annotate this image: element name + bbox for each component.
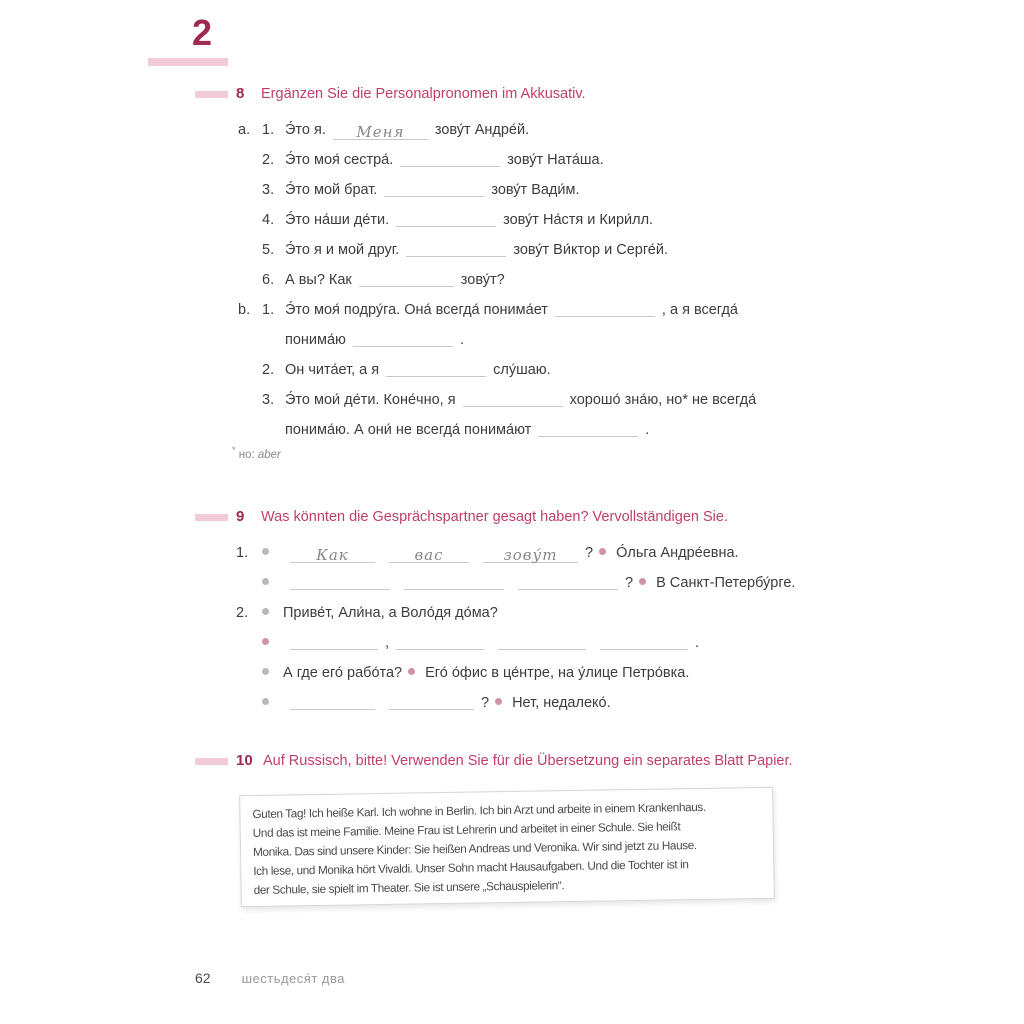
fill-in-blank <box>600 649 688 650</box>
footnote-text: но: <box>238 448 255 461</box>
speaker-bullet-pink <box>408 668 415 675</box>
speaker-bullet-pink <box>262 638 269 645</box>
exercise-item <box>238 265 756 295</box>
item-number: 3. <box>262 182 275 198</box>
fill-in-blank <box>290 649 378 650</box>
fill-in-blank <box>498 649 586 650</box>
speaker-bullet-pink <box>639 578 646 585</box>
speaker-bullet-gray <box>262 698 269 705</box>
speaker-bullet-pink <box>495 698 502 705</box>
fill-in-blank <box>384 196 484 197</box>
dialog-line <box>236 568 795 598</box>
fill-in-blank <box>290 589 390 590</box>
fill-in-blank <box>353 346 453 347</box>
exercise-item <box>238 145 756 175</box>
handwritten-answer: вас <box>414 546 444 564</box>
dialog-answer: Его́ о́фис в це́нтре, на у́лице Петро́вка. <box>425 665 690 681</box>
fill-in-blank <box>389 546 469 563</box>
exercise-title: Auf Russisch, bitte! Verwenden Sie für die Übersetzung ein separates Blatt Papier. <box>263 753 793 769</box>
item-text: . <box>459 332 464 348</box>
section-label: b. <box>238 302 251 318</box>
exercise-marker-bar <box>195 758 228 765</box>
item-number: 3. <box>262 392 275 408</box>
exercise-9-dialog <box>236 538 795 718</box>
speaker-bullet-gray <box>262 548 269 555</box>
item-text: Он чита́ет, а я <box>285 362 380 378</box>
item-number: 5. <box>262 242 275 258</box>
item-text: Э́то я. <box>285 122 326 138</box>
fill-in-blank <box>518 589 618 590</box>
item-text: Э́то мой брат. <box>285 182 378 198</box>
item-text: понима́ю. А они́ не всегда́ понима́ют <box>285 422 532 438</box>
item-text: зову́т Вади́м. <box>491 182 580 198</box>
text-line: Monika. Das sind unsere Kinder: Sie heißen Andreas und Veronika. Wir sind jetzt zu Hause. <box>252 838 697 859</box>
punctuation: , <box>385 635 390 651</box>
item-number: 2. <box>236 605 249 621</box>
item-text: зову́т Андре́й. <box>434 122 530 138</box>
punctuation: ? <box>585 545 594 561</box>
exercise-item-continuation <box>238 325 756 355</box>
item-number: 1. <box>262 122 275 138</box>
item-text: Э́то моя́ подру́га. Она́ всегда́ понима́ет <box>285 302 548 318</box>
item-text: зову́т Ви́ктор и Серге́й. <box>513 242 668 258</box>
item-text: Э́то моя́ сестра́. <box>285 152 394 168</box>
dialog-answer: В Санкт-Петербу́рге. <box>656 575 796 591</box>
fill-in-blank <box>359 286 454 287</box>
text-line: Ich lese, und Monika hört Vivaldi. Unser Sohn macht Hausaufgaben. Und die Tochter ist in <box>253 857 689 878</box>
fill-in-blank <box>406 256 506 257</box>
item-text: А вы? Как <box>285 272 352 288</box>
exercise-title: Was könnten die Gesprächspartner gesagt haben? Vervollständigen Sie. <box>261 509 728 525</box>
page-number: 62 <box>195 970 211 986</box>
fill-in-blank <box>555 316 655 317</box>
item-text: понима́ю <box>285 332 346 348</box>
chapter-number: 2 <box>192 12 213 53</box>
dialog-line <box>236 598 795 628</box>
dialog-answer: Нет, недалеко́. <box>512 695 611 711</box>
dialog-line <box>236 658 795 688</box>
speaker-bullet-gray <box>262 608 269 615</box>
item-text: , а я всегда́ <box>661 302 738 318</box>
handwritten-answer: Как <box>316 546 349 564</box>
exercise-marker-bar <box>195 514 228 521</box>
dialog-question: А где его́ рабо́та? <box>283 665 403 681</box>
text-line: Und das ist meine Familie. Meine Frau ist Lehrerin und arbeitet in einer Schule. Sie heißt <box>252 819 681 840</box>
item-number: 1. <box>262 302 275 318</box>
fill-in-blank <box>404 589 504 590</box>
exercise-item <box>238 115 756 145</box>
item-text: хорошо́ зна́ю, но* не всегда́ <box>569 392 757 408</box>
item-number: 2. <box>262 362 275 378</box>
exercise-number: 9 <box>236 508 245 525</box>
footnote-marker: * <box>232 445 236 455</box>
chapter-divider-bar <box>148 58 228 66</box>
handwritten-answer: зову́т <box>503 546 558 564</box>
exercise-title: Ergänzen Sie die Personalpronomen im Akkusativ. <box>261 86 586 102</box>
exercise-item <box>238 175 756 205</box>
speaker-bullet-gray <box>262 578 269 585</box>
item-text: зову́т На́стя и Кири́лл. <box>503 212 654 228</box>
footnote-translation: aber <box>257 448 281 461</box>
item-text: Э́то на́ши де́ти. <box>285 212 390 228</box>
section-label: a. <box>238 122 251 138</box>
exercise-marker-bar <box>195 91 228 98</box>
exercise-number: 10 <box>236 752 253 769</box>
exercise-8-list <box>238 115 756 445</box>
fill-in-blank <box>386 376 486 377</box>
fill-in-blank <box>483 546 578 563</box>
item-text: зову́т Ната́ша. <box>507 152 604 168</box>
handwritten-answer: Меня <box>356 123 405 141</box>
exercise-item <box>238 295 756 325</box>
item-text: слу́шаю. <box>493 362 551 378</box>
fill-in-blank <box>400 166 500 167</box>
punctuation: ? <box>481 695 490 711</box>
punctuation: ? <box>625 575 634 591</box>
translation-text-box <box>239 787 775 907</box>
item-number: 4. <box>262 212 275 228</box>
page-footer <box>195 970 345 986</box>
page-number-word: шестьдеся́т два <box>241 971 345 986</box>
dialog-line <box>236 628 795 658</box>
item-number: 6. <box>262 272 275 288</box>
fill-in-blank <box>290 546 375 563</box>
dialog-answer: О́льга Андре́евна. <box>616 545 739 561</box>
text-line: der Schule, sie spielt im Theater. Sie ist unsere „Schauspielerin“. <box>253 878 565 897</box>
item-text: Э́то я и мой друг. <box>285 242 400 258</box>
item-text: зову́т? <box>460 272 505 288</box>
fill-in-blank <box>290 709 375 710</box>
text-line: Guten Tag! Ich heiße Karl. Ich wohne in Berlin. Ich bin Arzt und arbeite in einem Krankenhaus. <box>252 799 706 821</box>
footnote <box>232 445 281 461</box>
dialog-line <box>236 688 795 718</box>
exercise-item <box>238 385 756 415</box>
fill-in-blank <box>396 649 484 650</box>
exercise-item <box>238 355 756 385</box>
item-number: 2. <box>262 152 275 168</box>
exercise-item <box>238 205 756 235</box>
exercise-item <box>238 235 756 265</box>
fill-in-blank <box>396 226 496 227</box>
item-text: Э́то мои́ де́ти. Коне́чно, я <box>285 392 456 408</box>
fill-in-blank <box>538 436 638 437</box>
punctuation: . <box>695 635 700 651</box>
item-text: . <box>645 422 650 438</box>
exercise-number: 8 <box>236 85 245 102</box>
speaker-bullet-pink <box>599 548 606 555</box>
dialog-question: Приве́т, Али́на, а Воло́дя до́ма? <box>283 605 498 621</box>
fill-in-blank <box>463 406 563 407</box>
fill-in-blank <box>389 709 474 710</box>
exercise-item-continuation <box>238 415 756 445</box>
dialog-line <box>236 538 795 568</box>
item-number: 1. <box>236 545 249 561</box>
fill-in-blank <box>333 123 428 140</box>
speaker-bullet-gray <box>262 668 269 675</box>
